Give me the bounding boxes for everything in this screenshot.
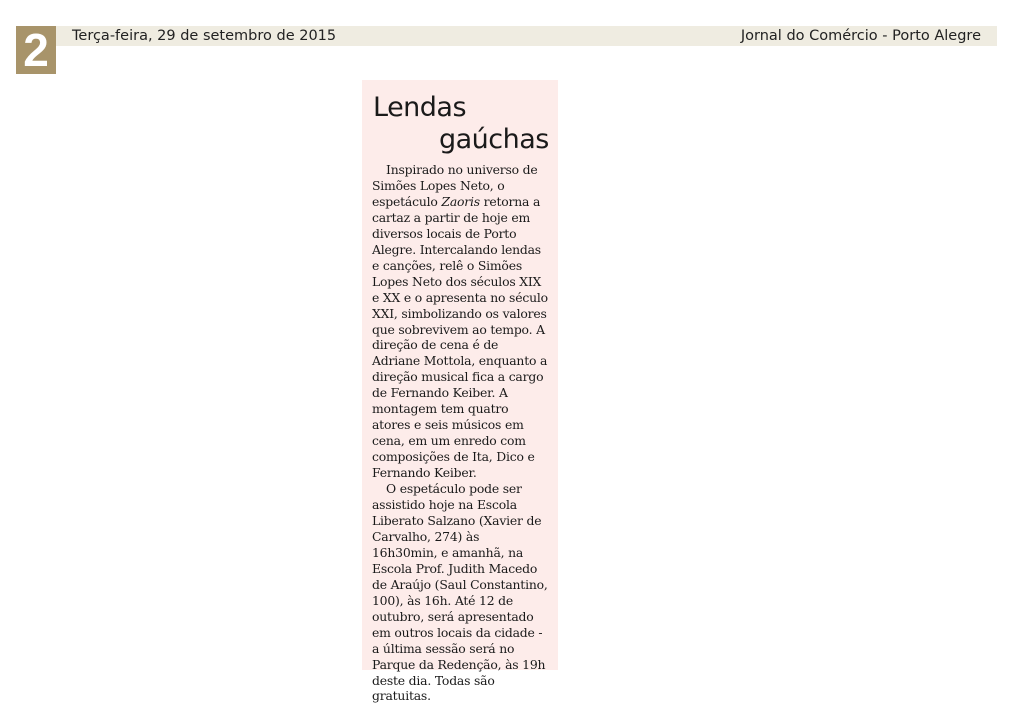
page-number: 2 (16, 26, 56, 74)
article-title (373, 92, 549, 156)
header-newspaper-name: Jornal do Comércio - Porto Alegre (740, 28, 981, 44)
article-title-line-1: Lendas (373, 92, 467, 123)
article-title-line-2: gaúchas (439, 124, 549, 155)
page-header (56, 26, 997, 46)
article-body (372, 162, 548, 704)
paragraph-1-text-end: retorna a cartaz a partir de hoje em diversos locais de Porto Alegre. Intercalando lendas e canções, relê o Simões Lopes Neto dos séculos XIX e XX e o apresenta no século XXI, simbolizando os valores que sobrevivem ao tempo. A direção de cena é de Adriane Mottola, enquanto a direção musical fica a cargo de Fernando Keiber. A montagem tem quatro atores e seis músicos em cena, em um enredo com composições de Ita, Dico e Fernando Keiber. (372, 193, 548, 481)
article-paragraph-1 (372, 162, 548, 481)
header-date: Terça-feira, 29 de setembro de 2015 (72, 28, 337, 44)
paragraph-1-text-start: Inspirado no universo de Simões Lopes Neto, o espetáculo (372, 162, 538, 209)
article-box (362, 80, 558, 704)
show-title-italic: Zaoris (441, 193, 480, 209)
article-paragraph-2: O espetáculo pode ser assistido hoje na Escola Liberato Salzano (Xavier de Carvalho, 274) às 16h30min, e amanhã, na Escola Prof. Judith Macedo de Araújo (Saul Constantino, 100), às 16h. Até 12 de outubro, será apresentado em outros locais da cidade - a última sessão será no Parque da Redenção, às 19h deste dia. Todas são gratuitas. (372, 481, 548, 704)
